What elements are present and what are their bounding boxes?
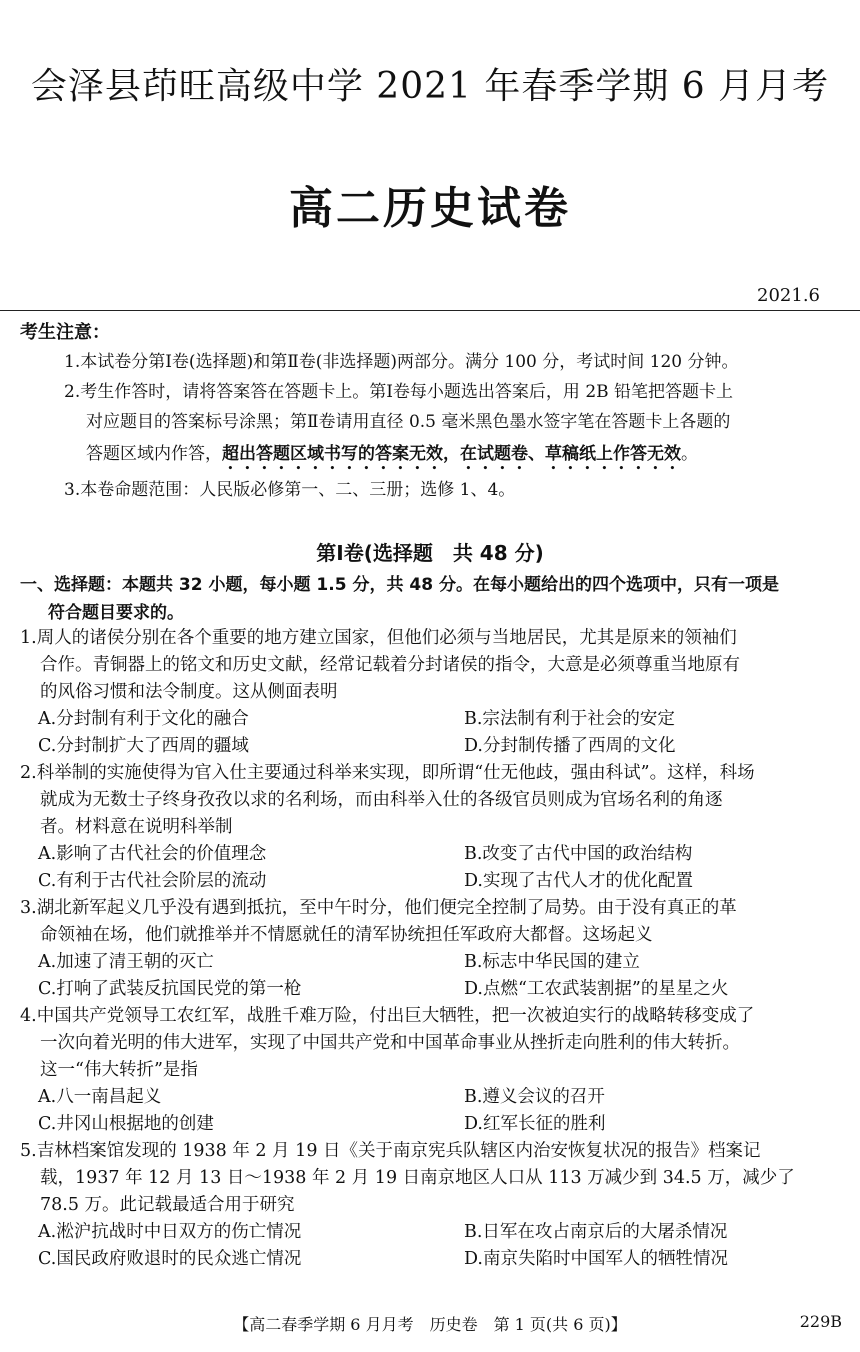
header-divider xyxy=(0,310,860,311)
option-d: D.南京失陷时中国军人的牺牲情况 xyxy=(464,1249,728,1269)
option-b: B.宗法制有利于社会的安定 xyxy=(464,709,675,729)
question-stem-line: 的风俗习惯和法令制度。这从侧面表明 xyxy=(40,682,338,702)
option-a: A.影响了古代社会的价值理念 xyxy=(38,844,267,864)
page-footer: 【高二春季学期 6 月月考 历史卷 第 1 页(共 6 页)】 xyxy=(233,1315,627,1334)
option-b: B.日军在攻占南京后的大屠杀情况 xyxy=(464,1222,728,1242)
question-2 xyxy=(20,760,842,895)
note-2-line-2: 对应题目的答案标号涂黑；第Ⅱ卷请用直径 0.5 毫米黑色墨水签字笔在答题卡上各题的 xyxy=(86,412,731,432)
section-instructions-line-2: 符合题目要求的。 xyxy=(48,603,184,623)
question-stem-line: 载，1937 年 12 月 13 日～1938 年 2 月 19 日南京地区人口从 113 万减少到 34.5 万，减少了 xyxy=(40,1168,795,1188)
option-b: B.遵义会议的召开 xyxy=(464,1087,605,1107)
option-c: C.分封制扩大了西周的疆域 xyxy=(38,736,249,756)
question-stem-line: 命领袖在场，他们就推举并不情愿就任的清军协统担任军政府大都督。这场起义 xyxy=(40,925,653,945)
question-stem-line: 1.周人的诸侯分别在各个重要的地方建立国家，但他们必须与当地居民，尤其是原来的领袖们 xyxy=(20,628,737,648)
question-1 xyxy=(20,625,842,760)
note-2-emphasis: 超出答题区域书写的答案无效，在试题卷、草稿纸上作答无效 xyxy=(222,444,681,464)
notes-heading: 考生注意： xyxy=(20,322,110,343)
paper-code: 229B xyxy=(799,1312,842,1331)
option-b: B.改变了古代中国的政治结构 xyxy=(464,844,693,864)
school-exam-title: 会泽县茚旺高级中学 2021 年春季学期 6 月月考 xyxy=(30,66,830,107)
paper-title: 高二历史试卷 xyxy=(289,183,571,234)
question-stem-line: 3.湖北新军起义几乎没有遇到抵抗，至中午时分，他们便完全控制了局势。由于没有真正的革 xyxy=(20,898,737,918)
option-c: C.国民政府败退时的民众逃亡情况 xyxy=(38,1249,302,1269)
option-c: C.井冈山根据地的创建 xyxy=(38,1114,214,1134)
option-a: A.加速了清王朝的灭亡 xyxy=(38,952,214,972)
option-a: A.八一南昌起义 xyxy=(38,1087,162,1107)
option-c: C.打响了武装反抗国民党的第一枪 xyxy=(38,979,302,999)
question-stem-line: 者。材料意在说明科举制 xyxy=(40,817,233,837)
question-stem-line: 这一“伟大转折”是指 xyxy=(40,1060,198,1080)
question-stem-line: 5.吉林档案馆发现的 1938 年 2 月 19 日《关于南京宪兵队辖区内治安恢复状况的报告》档案记 xyxy=(20,1141,761,1161)
question-stem-line: 78.5 万。此记载最适合用于研究 xyxy=(40,1195,295,1215)
note-2-line-1: 2.考生作答时，请将答案答在答题卡上。第Ⅰ卷每小题选出答案后，用 2B 铅笔把答题卡上 xyxy=(64,382,734,402)
question-stem-line: 4.中国共产党领导工农红军，战胜千难万险，付出巨大牺牲，把一次被迫实行的战略转移变成了 xyxy=(20,1006,755,1026)
note-1: 1.本试卷分第Ⅰ卷(选择题)和第Ⅱ卷(非选择题)两部分。满分 100 分，考试时间 120 分钟。 xyxy=(64,352,739,372)
option-d: D.实现了古代人才的优化配置 xyxy=(464,871,693,891)
note-2-line-3 xyxy=(86,440,698,474)
question-stem-line: 就成为无数士子终身孜孜以求的名利场，而由科举入仕的各级官员则成为官场名利的角逐 xyxy=(40,790,723,810)
option-d: D.分封制传播了西周的文化 xyxy=(464,736,676,756)
section-instructions-line-1: 一、选择题：本题共 32 小题，每小题 1.5 分，共 48 分。在每小题给出的四个选项中，只有一项是 xyxy=(20,575,779,595)
question-stem-line: 合作。青铜器上的铭文和历史文献，经常记载着分封诸侯的指令，大意是必须尊重当地原有 xyxy=(40,655,740,675)
section-title: 第Ⅰ卷(选择题 共 48 分) xyxy=(316,541,544,565)
note-2-plain: 答题区域内作答， xyxy=(86,444,222,464)
question-5 xyxy=(20,1138,842,1273)
option-c: C.有利于古代社会阶层的流动 xyxy=(38,871,267,891)
option-a: A.分封制有利于文化的融合 xyxy=(38,709,249,729)
question-stem-line: 一次向着光明的伟大进军，实现了中国共产党和中国革命事业从挫折走向胜利的伟大转折。 xyxy=(40,1033,740,1053)
option-b: B.标志中华民国的建立 xyxy=(464,952,640,972)
option-d: D.点燃“工农武装割据”的星星之火 xyxy=(464,979,729,999)
question-4 xyxy=(20,1003,842,1138)
exam-date: 2021.6 xyxy=(757,285,820,306)
question-3 xyxy=(20,895,842,1003)
note-3: 3.本卷命题范围：人民版必修第一、二、三册；选修 1、4。 xyxy=(64,480,516,500)
option-a: A.淞沪抗战时中日双方的伤亡情况 xyxy=(38,1222,302,1242)
option-d: D.红军长征的胜利 xyxy=(464,1114,606,1134)
question-stem-line: 2.科举制的实施使得为官入仕主要通过科举来实现，即所谓“仕无他歧，强由科试”。这样，科场 xyxy=(20,763,755,783)
note-2-end: 。 xyxy=(681,444,698,464)
